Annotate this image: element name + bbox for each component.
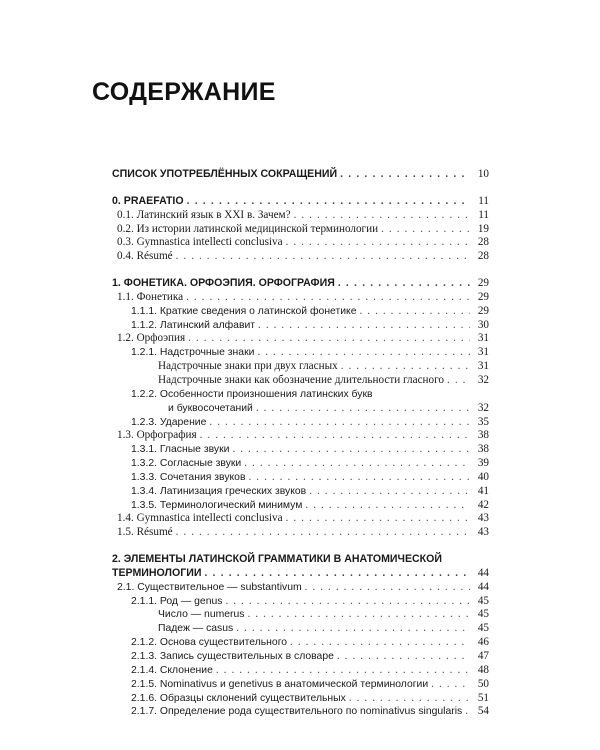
toc-entry-label: 1.4. Gymnastica intellecti conclusiva xyxy=(117,512,283,525)
toc-entry[interactable] xyxy=(112,567,489,581)
leader-dots xyxy=(187,195,470,209)
toc-entry[interactable] xyxy=(112,319,489,333)
toc-section-chapter-1 xyxy=(112,277,489,540)
leader-dots xyxy=(248,471,470,485)
leader-dots xyxy=(209,416,470,430)
toc-entry-label: 1. ФОНЕТИКА. ОРФОЭПИЯ. ОРФОГРАФИЯ xyxy=(112,277,335,290)
toc-entry-page: 38 xyxy=(477,443,489,456)
leader-dots xyxy=(340,168,470,182)
toc-entry[interactable] xyxy=(112,223,489,237)
toc-entry[interactable] xyxy=(112,429,489,443)
toc-entry[interactable] xyxy=(112,250,489,264)
toc-entry-label: 2.1.6. Образцы склонений существительных xyxy=(131,692,346,704)
toc-entry-page: 11 xyxy=(478,208,489,221)
toc-entry-label: 2.1.2. Основа существительного xyxy=(131,637,288,649)
toc-entry-page: 11 xyxy=(478,194,489,207)
toc-entry-label: 2.1.1. Род — genus xyxy=(131,595,223,607)
toc-entry-label: 1.5. Résumé xyxy=(117,526,173,539)
leader-dots xyxy=(309,485,470,499)
toc-entry[interactable] xyxy=(112,608,489,622)
table-of-contents xyxy=(112,168,489,732)
toc-entry-page: 32 xyxy=(477,373,489,386)
toc-entry[interactable] xyxy=(112,692,489,706)
toc-entry-label: 1.1.1. Краткие сведения о латинской фонетике xyxy=(131,305,357,317)
toc-entry-label: 0.1. Латинский язык в XXI в. Зачем? xyxy=(117,208,291,221)
leader-dots xyxy=(349,692,470,706)
toc-entry[interactable] xyxy=(112,360,489,374)
toc-entry-page: 29 xyxy=(477,277,489,290)
leader-dots xyxy=(305,581,470,595)
toc-entry-label: 1.3.2. Согласные звуки xyxy=(131,458,242,470)
leader-dots xyxy=(465,705,470,719)
toc-entry-page: 51 xyxy=(477,691,489,704)
toc-entry-page: 50 xyxy=(477,677,489,690)
toc-entry-page: 28 xyxy=(477,236,489,249)
leader-dots xyxy=(176,526,470,540)
toc-entry[interactable] xyxy=(112,705,489,719)
toc-entry-page: 41 xyxy=(477,484,489,497)
toc-entry[interactable] xyxy=(112,471,489,485)
toc-entry-page: 48 xyxy=(477,663,489,676)
toc-entry-page: 29 xyxy=(477,304,489,317)
toc-section-chapter-2 xyxy=(112,553,489,719)
leader-dots xyxy=(204,567,470,581)
leader-dots xyxy=(286,236,470,250)
toc-entry-page: 35 xyxy=(477,415,489,428)
leader-dots xyxy=(258,319,470,333)
toc-entry[interactable] xyxy=(112,416,489,430)
leader-dots xyxy=(232,443,470,457)
toc-entry-label: 1.3.1. Гласные звуки xyxy=(131,444,230,456)
toc-entry-label: Падеж — casus xyxy=(158,623,234,635)
toc-entry[interactable] xyxy=(112,291,489,305)
toc-entry[interactable] xyxy=(112,443,489,457)
toc-entry-label: 1.1. Фонетика xyxy=(117,290,184,303)
toc-entry-page: 54 xyxy=(477,705,489,718)
leader-dots xyxy=(188,332,470,346)
toc-entry-page: 44 xyxy=(477,566,489,579)
leader-dots xyxy=(431,678,470,692)
toc-entry-page: 46 xyxy=(477,636,489,649)
toc-entry-label: Число — numerus xyxy=(158,609,245,621)
toc-entry-label: 1.1.2. Латинский алфавит xyxy=(131,319,256,331)
toc-entry[interactable] xyxy=(112,526,489,540)
toc-entry-page: 45 xyxy=(477,622,489,635)
toc-entry-page: 43 xyxy=(477,512,489,525)
toc-entry-label: 1.2.3. Ударение xyxy=(131,416,207,428)
leader-dots xyxy=(290,636,470,650)
leader-dots xyxy=(247,608,470,622)
toc-entry-page: 45 xyxy=(477,608,489,621)
toc-entry-page: 30 xyxy=(477,318,489,331)
toc-section-abbreviations xyxy=(112,168,489,182)
toc-entry-label: 2.1.7. Определение рода существительного по nominativus singularis xyxy=(131,706,463,718)
toc-entry[interactable] xyxy=(112,581,489,595)
toc-entry-label: ТЕРМИНОЛОГИИ xyxy=(112,566,202,579)
toc-entry[interactable] xyxy=(112,402,489,416)
toc-entry-page: 44 xyxy=(477,580,489,593)
toc-entry-page: 39 xyxy=(477,457,489,470)
toc-entry-label: Надстрочные знаки как обозначение длительности гласного xyxy=(158,373,445,386)
toc-entry[interactable] xyxy=(112,457,489,471)
toc-entry-page: 31 xyxy=(477,332,489,345)
toc-entry-label: и буквосочетаний xyxy=(168,402,253,414)
toc-entry-label: Надстрочные знаки при двух гласных xyxy=(158,360,338,373)
toc-entry[interactable] xyxy=(112,236,489,250)
leader-dots xyxy=(360,305,471,319)
toc-entry[interactable] xyxy=(112,650,489,664)
toc-entry[interactable] xyxy=(112,209,489,223)
leader-dots xyxy=(447,374,470,388)
toc-entry-label: 0.4. Résumé xyxy=(117,250,173,263)
leader-dots xyxy=(256,402,470,416)
toc-entry-label: 1.3. Орфография xyxy=(117,429,197,442)
leader-dots xyxy=(186,291,470,305)
toc-entry-label: 1.2. Орфоэпия xyxy=(117,332,186,345)
toc-entry-label: 0.3. Gymnastica intellecti conclusiva xyxy=(117,236,283,249)
leader-dots xyxy=(338,277,470,291)
toc-entry-label: 2.1.5. Nominativus и genetivus в анатомической терминологии xyxy=(131,678,429,690)
toc-entry-page: 32 xyxy=(477,401,489,414)
leader-dots xyxy=(337,650,470,664)
toc-entry[interactable] xyxy=(112,499,489,513)
toc-entry[interactable] xyxy=(112,595,489,609)
toc-entry[interactable] xyxy=(112,332,489,346)
toc-entry-label: 1.3.3. Сочетания звуков xyxy=(131,471,246,483)
toc-section-praefatio xyxy=(112,195,489,264)
toc-entry[interactable] xyxy=(112,678,489,692)
toc-entry-page: 19 xyxy=(477,222,489,235)
toc-entry[interactable] xyxy=(112,636,489,650)
leader-dots xyxy=(286,512,470,526)
toc-entry[interactable] xyxy=(112,168,489,182)
toc-entry[interactable] xyxy=(112,512,489,526)
toc-entry-label: 1.3.4. Латинизация греческих звуков xyxy=(131,485,307,497)
toc-entry[interactable] xyxy=(112,346,489,360)
toc-entry-page: 28 xyxy=(477,250,489,263)
leader-dots xyxy=(236,622,470,636)
leader-dots xyxy=(305,499,470,513)
toc-entry[interactable] xyxy=(112,664,489,678)
leader-dots xyxy=(200,429,470,443)
leader-dots xyxy=(381,223,470,237)
leader-dots xyxy=(341,360,470,374)
toc-entry-label: 2.1. Существительное — substantivum xyxy=(117,581,302,593)
leader-dots xyxy=(294,209,470,223)
toc-entry-first-line[interactable] xyxy=(112,388,489,402)
toc-entry-label: 0.2. Из истории латинской медицинской терминологии xyxy=(117,222,379,235)
toc-entry[interactable] xyxy=(112,277,489,291)
toc-entry-label: 2.1.3. Запись существительных в словаре xyxy=(131,651,334,662)
toc-entry[interactable] xyxy=(112,374,489,388)
page-title: СОДЕРЖАНИЕ xyxy=(92,78,276,106)
toc-entry-page: 10 xyxy=(477,168,489,180)
toc-entry-page: 47 xyxy=(477,650,489,662)
toc-entry-label: 2.1.4. Склонение xyxy=(131,664,213,676)
toc-entry-label: 2. ЭЛЕМЕНТЫ ЛАТИНСКОЙ ГРАММАТИКИ В АНАТОМИЧЕСКОЙ xyxy=(112,553,442,566)
leader-dots xyxy=(257,346,470,360)
toc-entry-page: 29 xyxy=(477,290,489,303)
toc-entry-page: 31 xyxy=(477,360,489,373)
toc-entry-page: 43 xyxy=(477,526,489,539)
toc-entry[interactable] xyxy=(112,485,489,499)
toc-entry-label: 1.2.2. Особенности произношения латинских букв xyxy=(131,388,373,400)
toc-entry-page: 42 xyxy=(477,498,489,511)
leader-dots xyxy=(225,595,470,609)
leader-dots xyxy=(216,664,470,678)
leader-dots xyxy=(176,250,470,264)
toc-entry-label: 1.3.5. Терминологический минимум xyxy=(131,499,303,511)
toc-entry[interactable] xyxy=(112,622,489,636)
toc-entry-label: 1.2.1. Надстрочные знаки xyxy=(131,347,255,359)
toc-entry-first-line[interactable] xyxy=(112,553,489,567)
toc-entry-label: СПИСОК УПОТРЕБЛЁННЫХ СОКРАЩЕНИЙ xyxy=(112,168,338,180)
toc-entry[interactable] xyxy=(112,195,489,209)
toc-entry-label: 0. PRAEFATIO xyxy=(112,194,184,207)
toc-entry-page: 31 xyxy=(477,346,489,359)
leader-dots xyxy=(244,457,470,471)
toc-entry-page: 45 xyxy=(477,594,489,607)
toc-entry[interactable] xyxy=(112,305,489,319)
toc-entry-page: 40 xyxy=(477,470,489,483)
toc-entry-page: 38 xyxy=(477,429,489,442)
